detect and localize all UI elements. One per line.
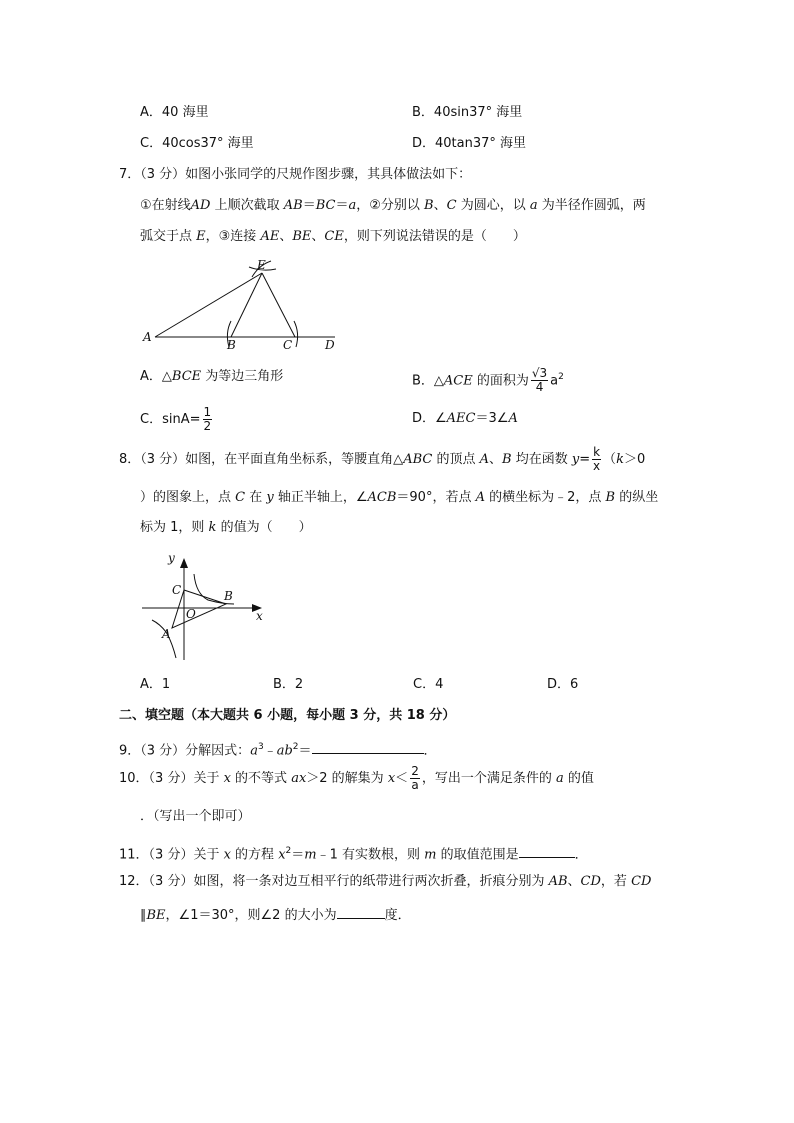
q7-construction-figure — [135, 255, 355, 355]
q8-label-c: C — [172, 583, 182, 597]
q7-label-a: A — [143, 330, 152, 344]
q10-line-1: 10．（3 分）关于 x 的不等式 ax＞2 的解集为 x＜ $\frac{2}{a}$ ，写出一个满足条件的 a 的值 — [119, 764, 594, 792]
q8-axis-x-label: x — [256, 609, 263, 623]
q6-option-d: D．40tan37° 海里 — [412, 136, 527, 151]
q7-stem: 7．（3 分）如图小张同学的尺规作图步骤，其具体做法如下： — [119, 167, 472, 182]
q8-option-d: D．6 — [547, 677, 579, 692]
q8-stem-line-1: 8．（3 分）如图，在平面直角坐标系，等腰直角△ABC 的顶点 A、B 均在函数 y= $\frac{k}{x}$ （k＞0 — [119, 445, 646, 473]
q6-option-a: A．40 海里 — [140, 105, 209, 120]
q7-label-d: D — [325, 338, 335, 352]
q7-label-c: C — [283, 338, 293, 352]
q6-option-b: B．40sin37° 海里 — [412, 105, 523, 120]
q7-option-d: D．∠AEC＝3∠A — [412, 411, 518, 426]
q7-label-b: B — [227, 338, 236, 352]
q8-stem-line-3: 标为 1，则 k 的值为（ ） — [140, 520, 312, 535]
q8-stem-line-2: ）的图象上，点 C 在 y 轴正半轴上，∠ACB＝90°，若点 A 的横坐标为﹣2，点 B 的纵坐 — [140, 490, 659, 505]
q9-answer-blank[interactable] — [312, 739, 424, 754]
q9-line: 9．（3 分）分解因式：$a^3﹣ab^2=$ ． — [119, 738, 437, 760]
q7-option-b: B．△ACE 的面积为 $\frac{√3}{4}$ $a^2$ — [412, 366, 564, 395]
q7-option-a: A．△BCE 为等边三角形 — [140, 369, 284, 384]
q8-option-a: A．1 — [140, 677, 171, 692]
q7-step-line-2: 弧交于点 E，③连接 AE、BE、CE，则下列说法错误的是（ ） — [140, 229, 526, 244]
q6-option-c: C．40cos37° 海里 — [140, 136, 254, 151]
q7-step-line-1: ①在射线AD 上顺次截取 AB＝BC＝a，②分别以 B、C 为圆心，以 a 为半径作圆弧，两 — [140, 198, 646, 213]
q8-label-a: A — [162, 627, 171, 641]
q8-label-b: B — [224, 589, 233, 603]
q12-answer-blank[interactable] — [337, 904, 385, 919]
q12-line-1: 12．（3 分）如图，将一条对边互相平行的纸带进行两次折叠，折痕分别为 AB、CD，若 CD — [119, 874, 652, 889]
q7-option-c: C．sinA= $\frac{1}{2}$ — [140, 405, 212, 433]
q8-axis-y-label: y — [168, 551, 175, 565]
section-fill-in-title: 二、填空题（本大题共 6 小题，每小题 3 分，共 18 分） — [119, 708, 456, 723]
q7-label-e: E — [257, 258, 266, 272]
q11-answer-blank[interactable] — [519, 843, 575, 858]
q8-option-b: B．2 — [273, 677, 304, 692]
q11-line: 11．（3 分）关于 x 的方程 $x^2=m﹣1$ 有实数根，则 m 的取值范围是 ． — [119, 842, 588, 864]
q8-option-c: C．4 — [413, 677, 444, 692]
q12-line-2: ∥BE，∠1＝30°，则∠2 的大小为 度． — [140, 904, 411, 925]
q10-line-2: ．（写出一个即可） — [140, 809, 251, 824]
q8-label-o: O — [186, 607, 196, 621]
q8-coordinate-figure — [138, 548, 278, 663]
